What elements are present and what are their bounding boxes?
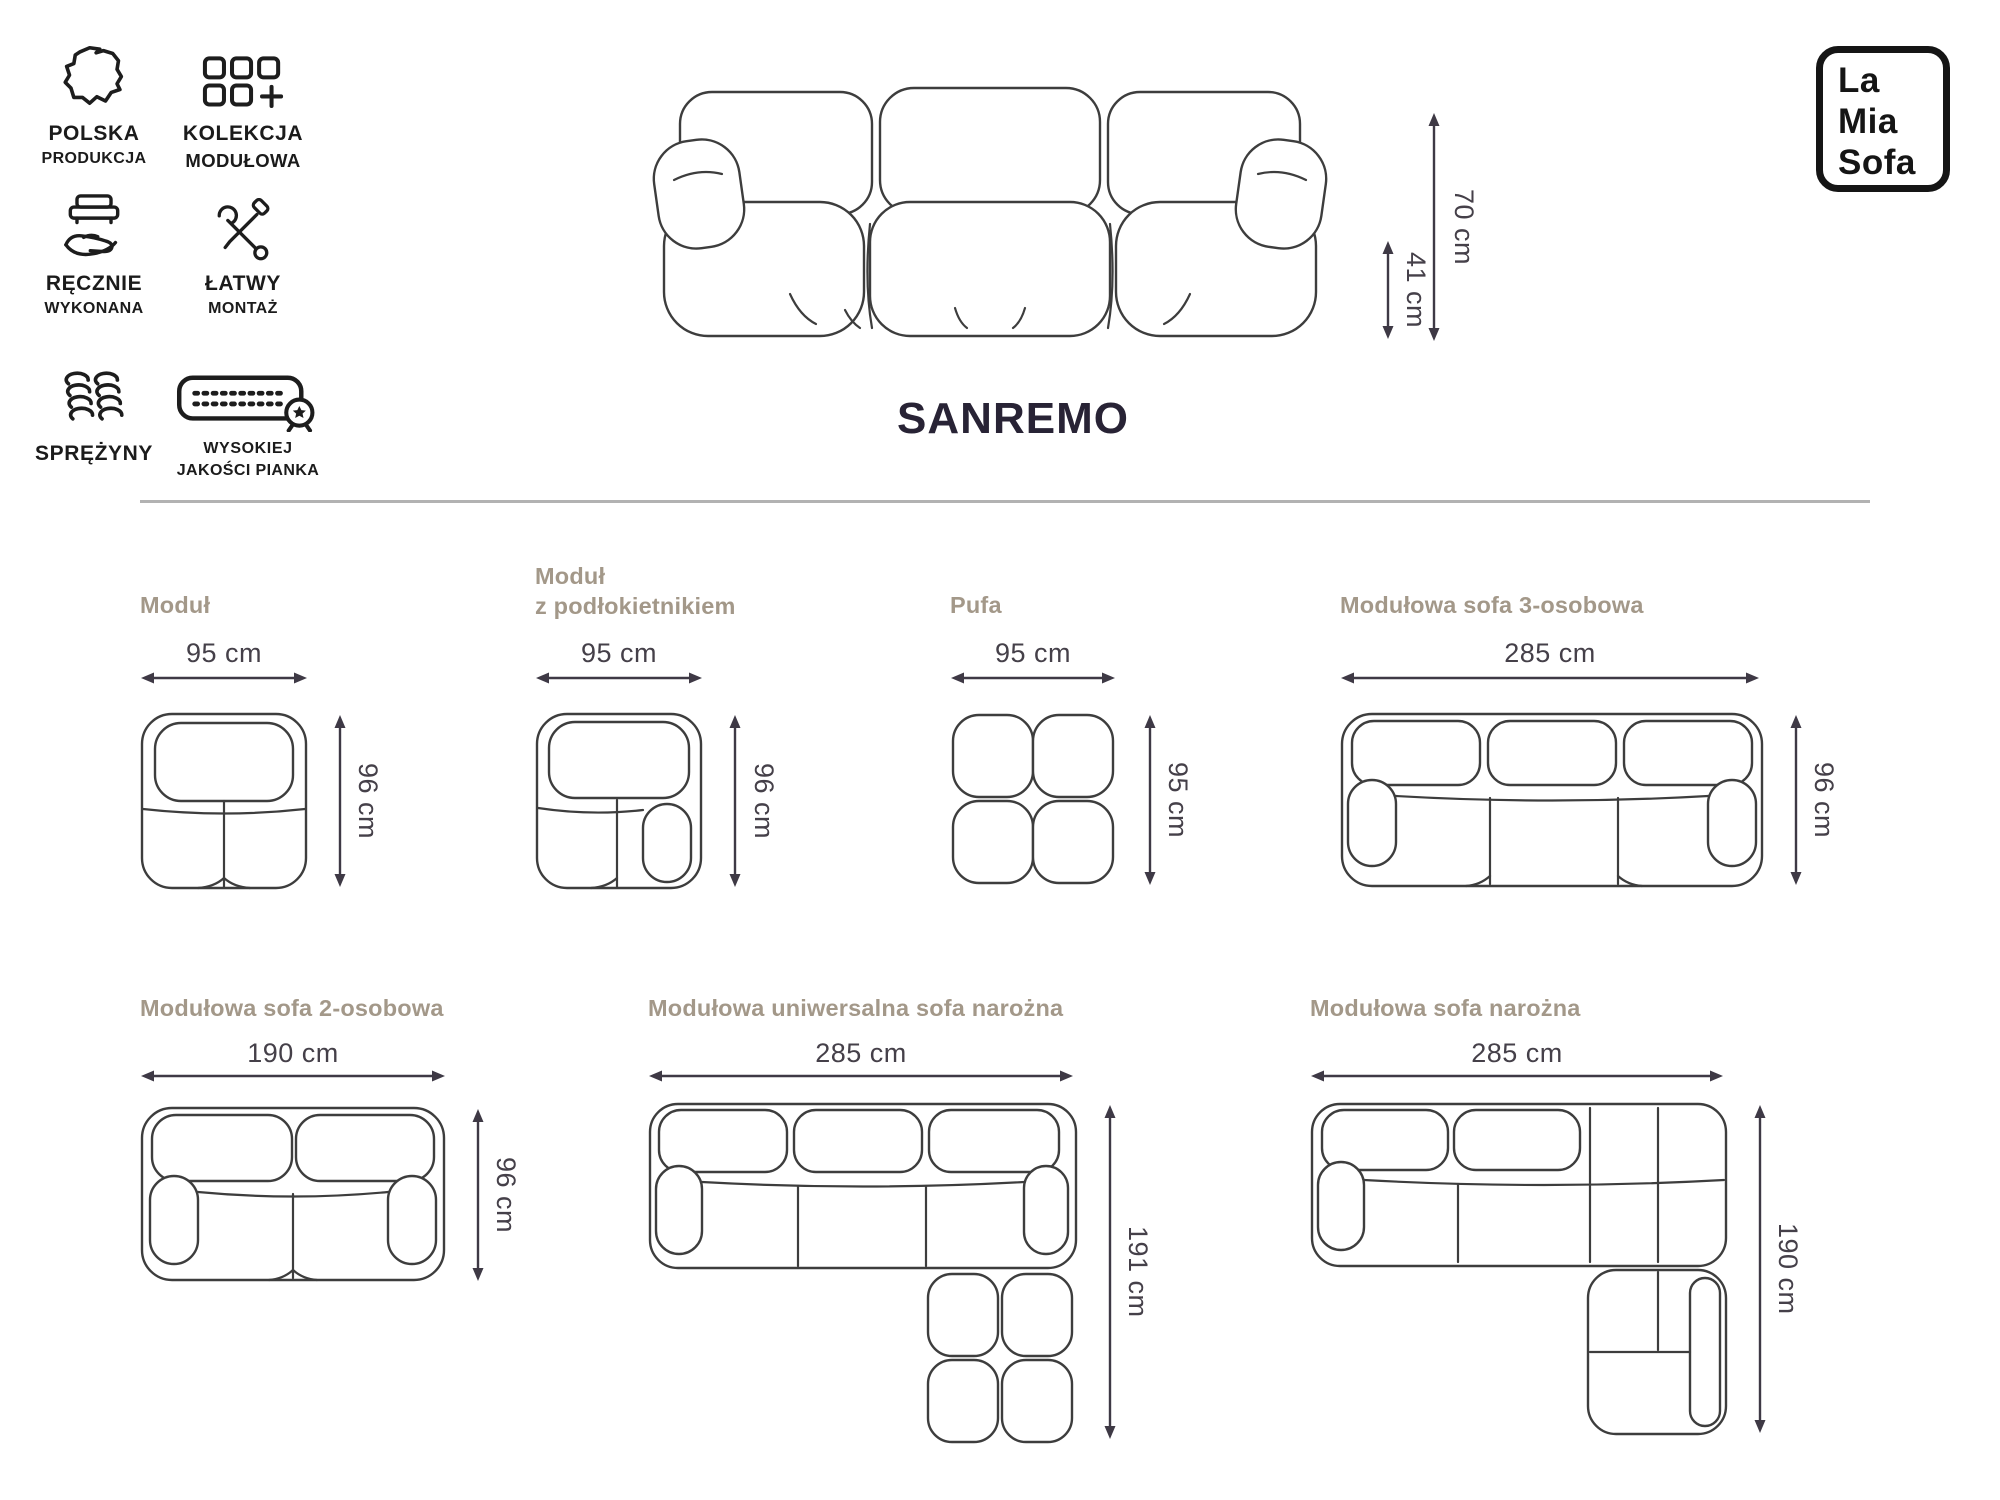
tools-icon	[210, 190, 276, 264]
feature-kolekcja-modulowa	[173, 40, 313, 172]
foam-quality-icon	[175, 372, 321, 432]
uniwersalna-narozna-top-view	[648, 1102, 1078, 1449]
modul-top-view	[140, 712, 308, 895]
height-arrow	[1140, 714, 1160, 886]
height-dimension-label: 96 cm	[353, 762, 383, 840]
feature-label: POLSKA	[48, 122, 140, 145]
height-arrow	[1750, 1104, 1770, 1434]
poland-map-icon	[57, 40, 131, 114]
height-dimension-label: 96 cm	[1809, 761, 1839, 839]
logo-line: Mia	[1838, 101, 1898, 141]
sofa-front-illustration	[640, 84, 1340, 342]
feature-sublabel: PRODUKCJA	[41, 149, 147, 167]
height-arrow	[330, 714, 350, 888]
logo-line: La	[1838, 61, 1880, 100]
feature-sublabel: JAKOŚCI PIANKA	[176, 461, 320, 479]
height-arrow	[468, 1108, 488, 1282]
height-arrow	[1786, 714, 1806, 886]
logo-line: Sofa	[1838, 142, 1916, 182]
feature-label: SPRĘŻYNY	[35, 442, 153, 465]
diagram-title-sofa3: Modułowa sofa 3-osobowa	[1340, 592, 1644, 618]
feature-label: ŁATWY	[204, 272, 282, 295]
feature-latwy-montaz	[173, 190, 313, 319]
pufa-top-view	[950, 712, 1116, 891]
width-arrow	[140, 668, 308, 688]
width-arrow	[1340, 668, 1760, 688]
height-dimension-label: 191 cm	[1123, 1226, 1153, 1318]
feature-label: KOLEKCJA	[182, 122, 304, 145]
feature-label: RĘCZNIE	[45, 272, 143, 295]
width-arrow	[140, 1066, 446, 1086]
total-height-arrow	[1424, 112, 1444, 342]
diagram-title-line2: z podłokietnikiem	[535, 593, 736, 619]
diagram-title-modul: Moduł	[140, 592, 211, 618]
diagram-title-modul-podlokietnik: Moduł	[535, 563, 606, 589]
height-dimension-label: 96 cm	[491, 1156, 521, 1234]
diagram-title-uniwersalna-narozna: Modułowa uniwersalna sofa narożna	[648, 995, 1064, 1021]
feature-sublabel: MODUŁOWA	[185, 149, 301, 171]
height-arrow	[725, 714, 745, 888]
width-arrow	[648, 1066, 1074, 1086]
diagram-title-sofa2: Modułowa sofa 2-osobowa	[140, 995, 444, 1021]
height-arrow	[1100, 1104, 1120, 1440]
total-height-label: 70 cm	[1449, 188, 1479, 266]
width-dimension-label: 95 cm	[580, 638, 658, 668]
diagram-title-narozna: Modułowa sofa narożna	[1310, 995, 1581, 1021]
width-dimension-label: 95 cm	[185, 638, 263, 668]
sofa3-top-view	[1340, 712, 1764, 893]
width-dimension-label: 285 cm	[815, 1038, 907, 1068]
width-arrow	[535, 668, 703, 688]
width-arrow	[950, 668, 1116, 688]
handmade-sofa-hand-icon	[56, 190, 132, 264]
height-dimension-label: 96 cm	[749, 762, 779, 840]
modul-armrest-top-view	[535, 712, 703, 895]
feature-sublabel: WYKONANA	[44, 299, 144, 317]
height-dimension-label: 190 cm	[1773, 1223, 1803, 1315]
narozna-top-view	[1310, 1102, 1728, 1441]
sofa2-top-view	[140, 1106, 446, 1287]
feature-label: WYSOKIEJ	[203, 440, 293, 457]
modules-grid-icon	[202, 40, 284, 114]
feature-pianka	[158, 372, 338, 481]
section-divider	[140, 500, 1870, 503]
brand-logo	[1816, 46, 1950, 192]
springs-icon	[56, 366, 132, 434]
width-dimension-label: 95 cm	[994, 638, 1072, 668]
product-title: SANREMO	[897, 394, 1129, 443]
seat-height-arrow	[1378, 240, 1398, 340]
width-dimension-label: 285 cm	[1471, 1038, 1563, 1068]
height-dimension-label: 95 cm	[1163, 761, 1193, 839]
width-dimension-label: 190 cm	[247, 1038, 339, 1068]
feature-sprezyny	[24, 366, 164, 469]
feature-recznie-wykonana	[24, 190, 164, 319]
width-dimension-label: 285 cm	[1504, 638, 1596, 668]
feature-sublabel: MONTAŻ	[208, 299, 278, 317]
diagram-title-pufa: Pufa	[950, 592, 1002, 618]
feature-polska-produkcja	[24, 40, 164, 169]
width-arrow	[1310, 1066, 1724, 1086]
seat-height-label: 41 cm	[1401, 251, 1431, 329]
